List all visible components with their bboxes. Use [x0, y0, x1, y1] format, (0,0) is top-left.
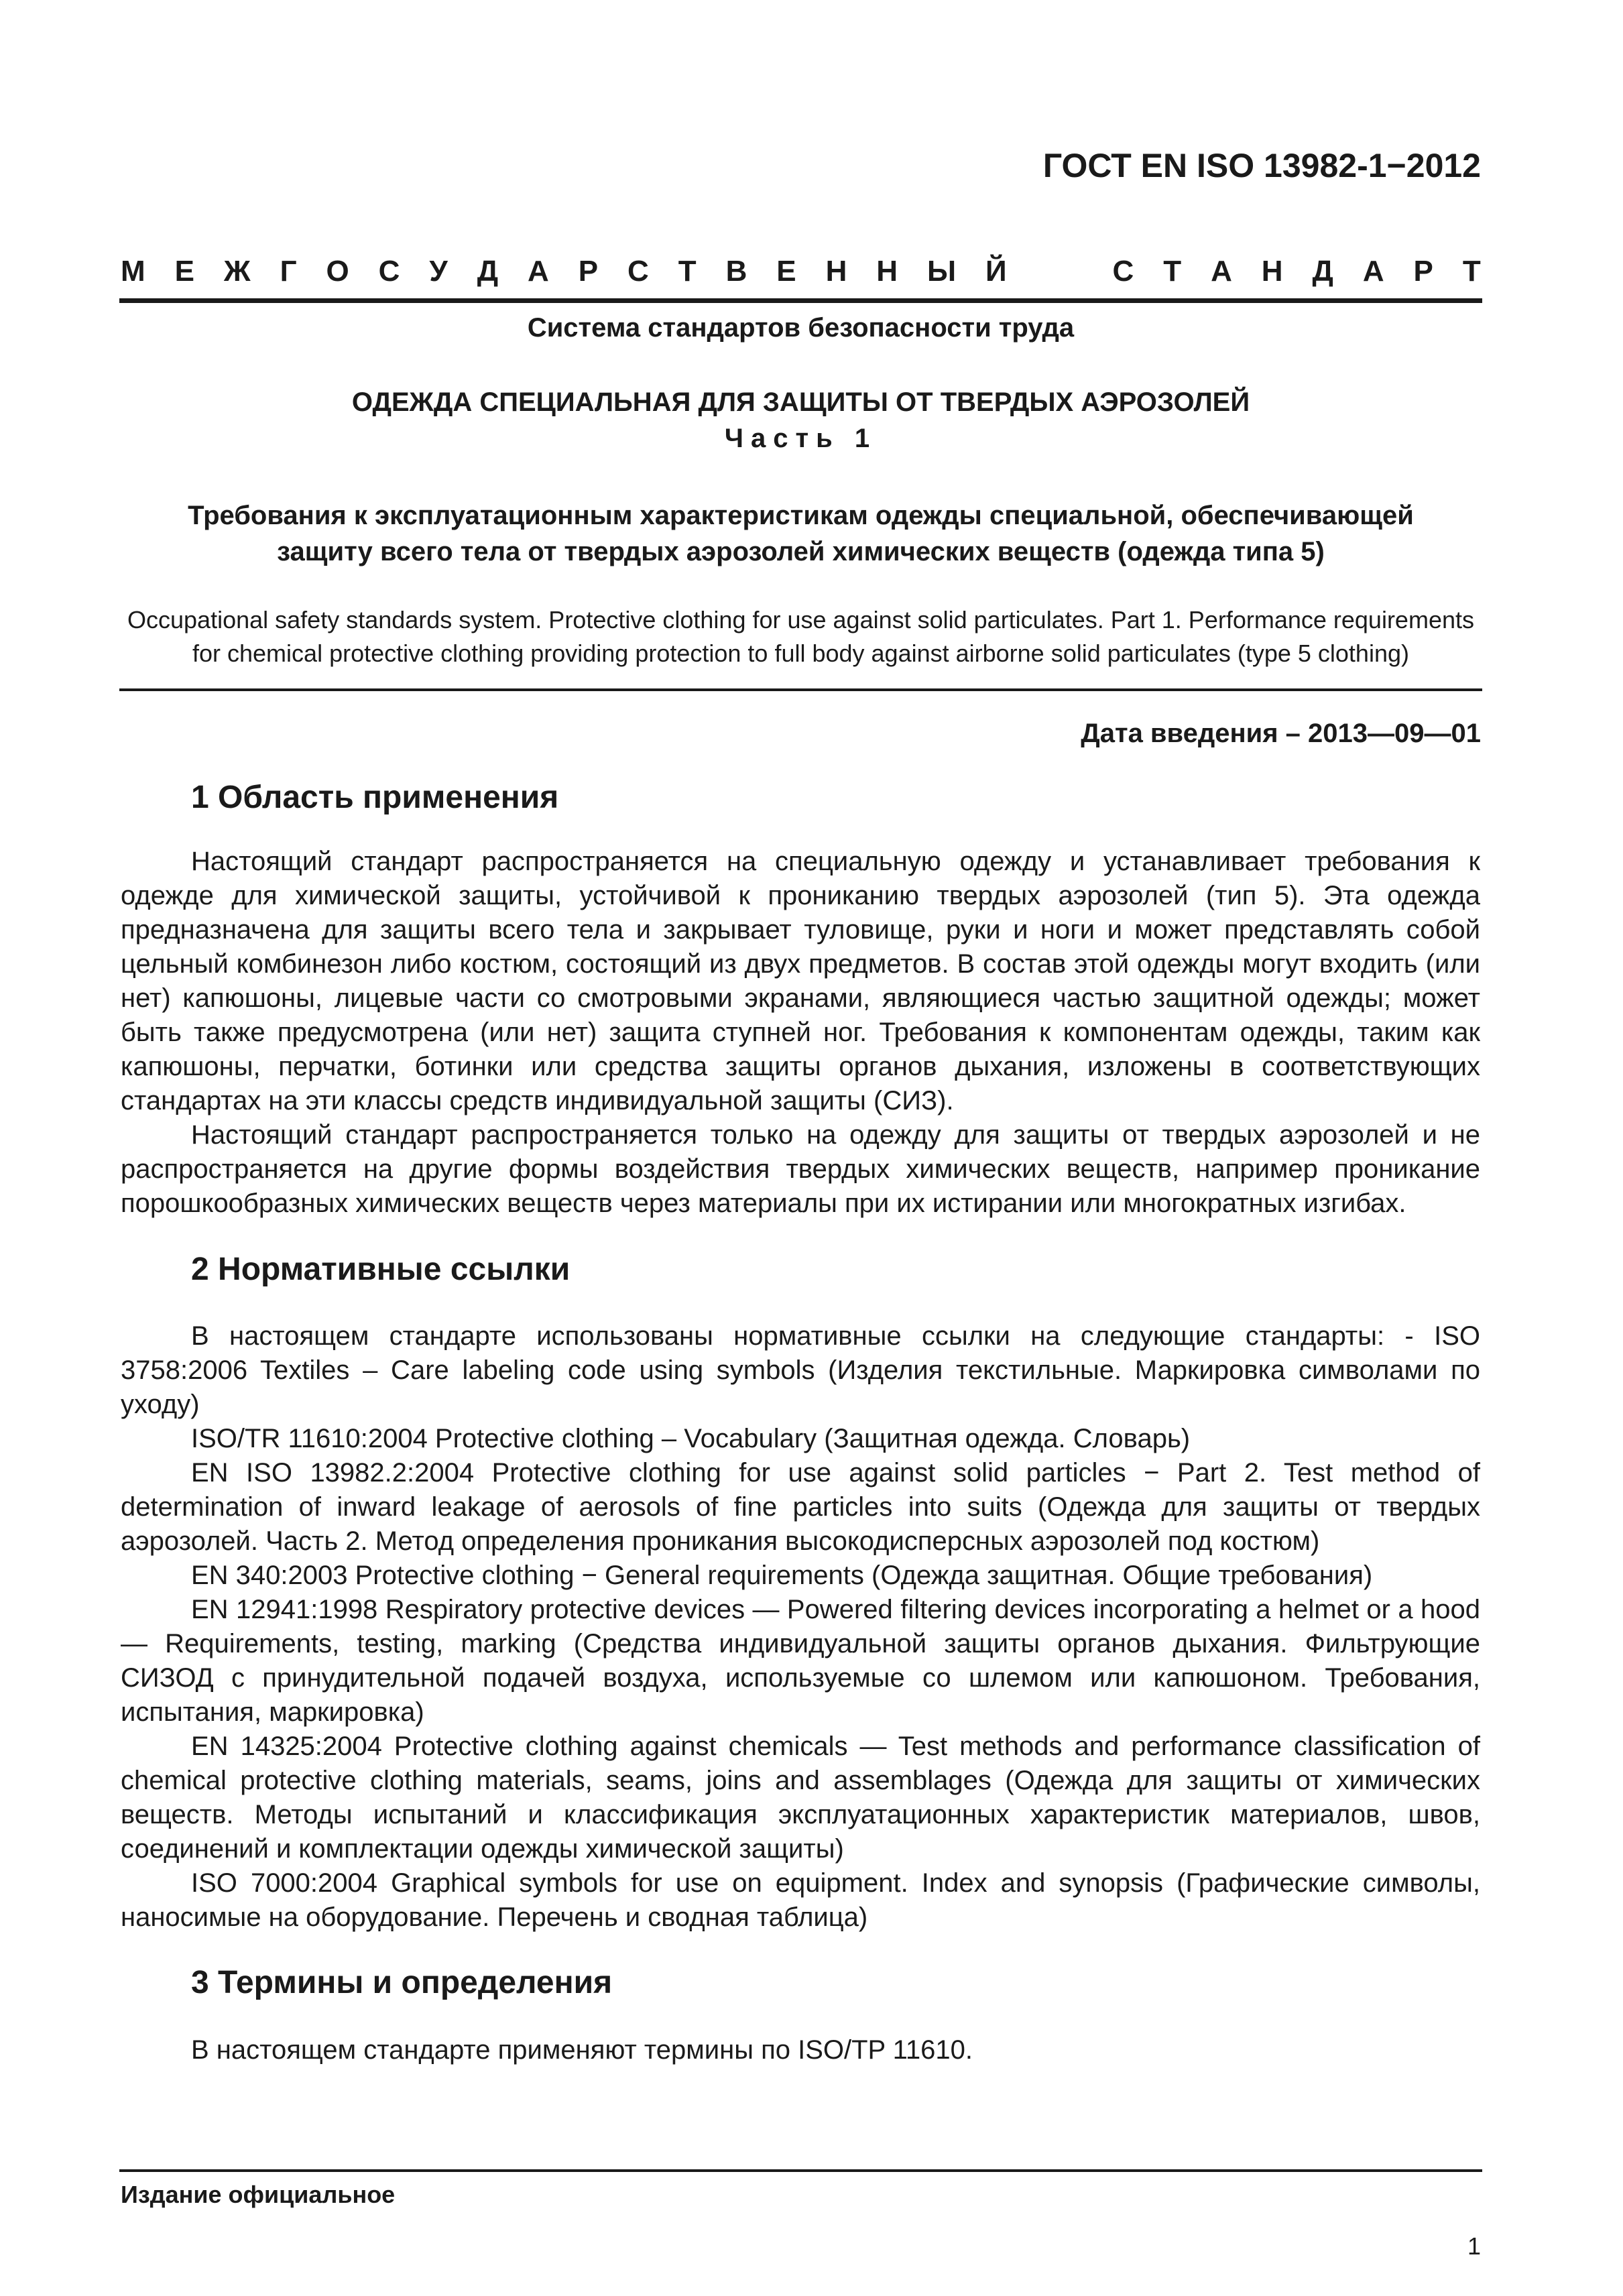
banner-letter: Н: [825, 255, 847, 288]
reference-item: ISO/TR 11610:2004 Protective clothing – Vocabulary (Защитная одежда. Словарь): [191, 1424, 1191, 1453]
interstate-standard-banner: [121, 251, 1481, 292]
banner-letter: Н: [876, 255, 898, 288]
reference-item: ISO 7000:2004 Graphical symbols for use on equipment. Index and synopsis (Графические символы, наносимые на оборудование. Перечень и сводная таблица): [121, 1868, 1480, 1932]
banner-letter: С: [378, 255, 400, 288]
document-subtitle-line: защиту всего тела от твердых аэрозолей химических веществ (одежда типа 5): [277, 537, 1325, 566]
banner-letter: А: [1211, 255, 1232, 288]
banner-letter: В: [725, 255, 747, 288]
banner-letter: Р: [1413, 255, 1433, 288]
section-body: [121, 845, 1480, 1221]
banner-letter: У: [429, 255, 448, 288]
header-rule: [119, 298, 1482, 303]
section-heading: 3 Термины и определения: [191, 1965, 613, 2000]
banner-letter: А: [1362, 255, 1384, 288]
english-title-line: Occupational safety standards system. Protective clothing for use against solid particulates. Part 1. Performance requirements: [127, 606, 1474, 633]
page-number: 1: [1467, 2232, 1481, 2260]
section-body: [121, 1319, 1480, 1935]
banner-letter: Т: [1462, 255, 1481, 288]
paragraph: В настоящем стандарте применяют термины по ISO/TP 11610.: [191, 2035, 973, 2065]
document-part: Часть 1: [724, 424, 878, 453]
standard-designation: ГОСТ EN ISO 13982-1−2012: [1042, 147, 1481, 184]
footer-rule: [119, 2169, 1482, 2172]
banner-letter: Н: [1261, 255, 1283, 288]
document-subtitle: [119, 497, 1482, 570]
edition-label: Издание официальное: [121, 2181, 396, 2208]
banner-letter: С: [1112, 255, 1134, 288]
banner-letter: Й: [985, 255, 1007, 288]
banner-letter: Д: [477, 255, 499, 288]
document-subtitle-line: Требования к эксплуатационным характеристикам одежды специальной, обеспечивающей: [188, 501, 1414, 530]
banner-letter: А: [528, 255, 549, 288]
paragraph: Настоящий стандарт распространяется на специальную одежду и устанавливает требования к одежде для химической защиты, устойчивой к прониканию твердых аэрозолей (тип 5). Эта одежда предназначена для защиты всего тела и закрывает туловище, руки и ноги и может представлять собой цельный комбинезон либо костюм, состоящий из двух предметов. В состав этой одежды могут входить (или нет) капюшоны, лицевые части со смотровыми экранами, являющиеся частью защитной одежды; может быть также предусмотрена (или нет) защита ступней ног. Требования к компонентам одежды, таким как капюшоны, перчатки, ботинки или средства защиты органов дыхания, изложены в соответствующих стандартах на эти классы средств индивидуальной защиты (СИЗ).: [121, 847, 1480, 1115]
banner-letter: С: [627, 255, 649, 288]
reference-item: EN 340:2003 Protective clothing − General requirements (Одежда защитная. Общие требования): [191, 1561, 1373, 1590]
reference-item: EN 12941:1998 Respiratory protective devices — Powered filtering devices incorporating a helmet or a hood — Requirements, testing, marking (Средства индивидуальной защиты органов дыхания. Фильтрующие СИЗОД с принудительной подачей воздуха, используемые со шлемом или капюшоном. Требования, испытания, маркировка): [121, 1595, 1480, 1727]
banner-letter: Р: [578, 255, 599, 288]
banner-letter: Е: [174, 255, 194, 288]
paragraph: В настоящем стандарте использованы нормативные ссылки на следующие стандарты: - ISO 3758:2006 Textiles – Care labeling code using symbols (Изделия текстильные. Маркировка символами по уходу): [121, 1321, 1480, 1419]
english-title: [119, 603, 1482, 670]
paragraph: Настоящий стандарт распространяется только на одежду для защиты от твердых аэрозолей и не распространяется на другие формы воздействия твердых химических веществ, например проникание порошкообразных химических веществ через материалы при их истирании или многократных изгибах.: [121, 1120, 1480, 1218]
reference-item: EN 14325:2004 Protective clothing against chemicals — Test methods and performance classification of chemical protective clothing materials, seams, joins and assemblages (Одежда для защиты от химических веществ. Методы испытаний и классификация эксплуатационных характеристик материалов, швов, соединений и комплектации одежды химической защиты): [121, 1732, 1480, 1864]
introduction-date: Дата введения – 2013—09—01: [1081, 719, 1481, 748]
banner-letter: О: [326, 255, 349, 288]
banner-letter: Е: [776, 255, 796, 288]
banner-letter: Т: [678, 255, 697, 288]
title-rule: [119, 688, 1482, 691]
banner-letter: Ж: [223, 255, 251, 288]
banner-letter: Д: [1312, 255, 1333, 288]
english-title-line: for chemical protective clothing providing protection to full body against airborne solid particulates (type 5 clothing): [192, 640, 1409, 667]
banner-letter: Г: [280, 255, 297, 288]
banner-letter: Ы: [927, 255, 957, 288]
section-heading: 2 Нормативные ссылки: [191, 1252, 570, 1287]
banner-letter: М: [121, 255, 145, 288]
section-heading: 1 Область применения: [191, 780, 559, 815]
section-body: [121, 2033, 1480, 2067]
reference-item: EN ISO 13982.2:2004 Protective clothing for use against solid particles − Part 2. Test method of determination of inward leakage of aerosols of fine particles into suits (Одежда для защиты от твердых аэрозолей. Часть 2. Метод определения проникания высокодисперсных аэрозолей под костюм): [121, 1458, 1480, 1556]
document-title: ОДЕЖДА СПЕЦИАЛЬНАЯ ДЛЯ ЗАЩИТЫ ОТ ТВЕРДЫХ АЭРОЗОЛЕЙ: [351, 387, 1250, 417]
standards-system-title: Система стандартов безопасности труда: [527, 313, 1075, 343]
banner-letter: Т: [1163, 255, 1182, 288]
